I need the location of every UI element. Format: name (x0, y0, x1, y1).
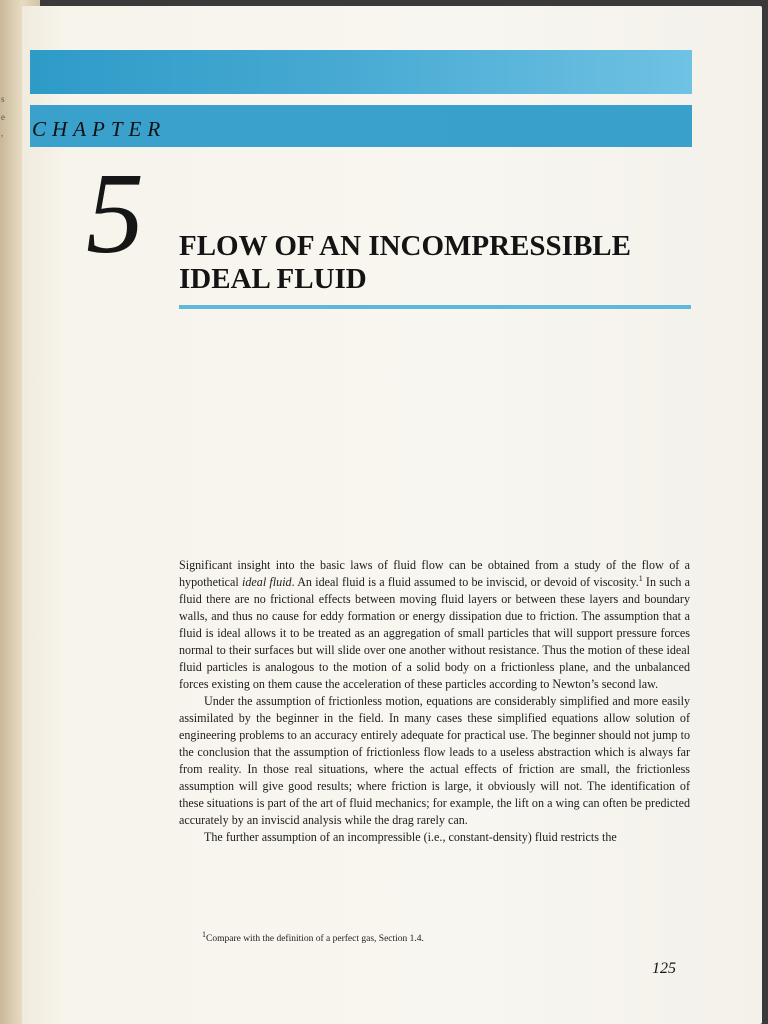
chapter-number: 5 (86, 150, 144, 278)
footnote-reference: 1 (638, 573, 643, 583)
chapter-label: CHAPTER (32, 117, 167, 141)
decorative-band (30, 50, 692, 94)
left-page-fragment: s (1, 94, 5, 104)
left-page-fragment: , (1, 128, 4, 138)
paragraph-1-text: . An ideal fluid is a fluid assumed to be inviscid, or devoid of viscosity. (291, 575, 639, 589)
paragraph-1 (179, 557, 690, 693)
footnote-mark: 1 (202, 929, 206, 939)
book-page (22, 6, 762, 1024)
paragraph-1-text: Significant insight into the basic laws of fluid flow can be obtained from a study of the flow of a hypothetical (179, 558, 690, 589)
chapter-title (179, 230, 719, 296)
paragraph-3: The further assumption of an incompressible (i.e., constant-density) fluid restricts the (204, 830, 617, 844)
paragraph-1-text: In such a fluid there are no frictional effects between moving fluid layers or between these layers and boundary walls, and thus no cause for eddy formation or energy dissipation due to friction. The assumption that a fluid is ideal allows it to be treated as an aggregation of small particles that will support pressure forces normal to their surfaces but will slide over one another without resistance. Thus the motion of these ideal fluid particles is analogous to the motion of a solid body on a frictionless plane, and the unbalanced forces existing on them cause the acceleration of these particles according to Newton’s second law. (179, 575, 690, 691)
page-number: 125 (652, 960, 676, 977)
chapter-title-line-2: IDEAL FLUID (179, 263, 367, 295)
chapter-title-line-1: FLOW OF AN INCOMPRESSIBLE (179, 230, 631, 262)
left-page-fragment: e (1, 112, 5, 122)
ideal-fluid-term: ideal fluid (242, 575, 292, 589)
footnote-text: Compare with the definition of a perfect gas, Section 1.4. (206, 934, 424, 944)
body-text (179, 557, 690, 846)
title-rule (179, 305, 691, 309)
paragraph-2: Under the assumption of frictionless motion, equations are considerably simplified and more easily assimilated by the beginner in the field. In many cases these simplified equations allow solution of engineering problems to an accuracy entirely adequate for practical use. The beginner should not jump to the conclusion that the assumption of frictionless flow leads to a useless abstraction which is always far from reality. In those real situations, where the actual effects of friction are small, the frictionless assumption will give good results; where friction is large, it obviously will not. The identification of these situations is part of the art of fluid mechanics; for example, the lift on a wing can often be predicted accurately by an inviscid analysis while the drag rarely can. (179, 694, 690, 827)
footnote (202, 929, 622, 944)
